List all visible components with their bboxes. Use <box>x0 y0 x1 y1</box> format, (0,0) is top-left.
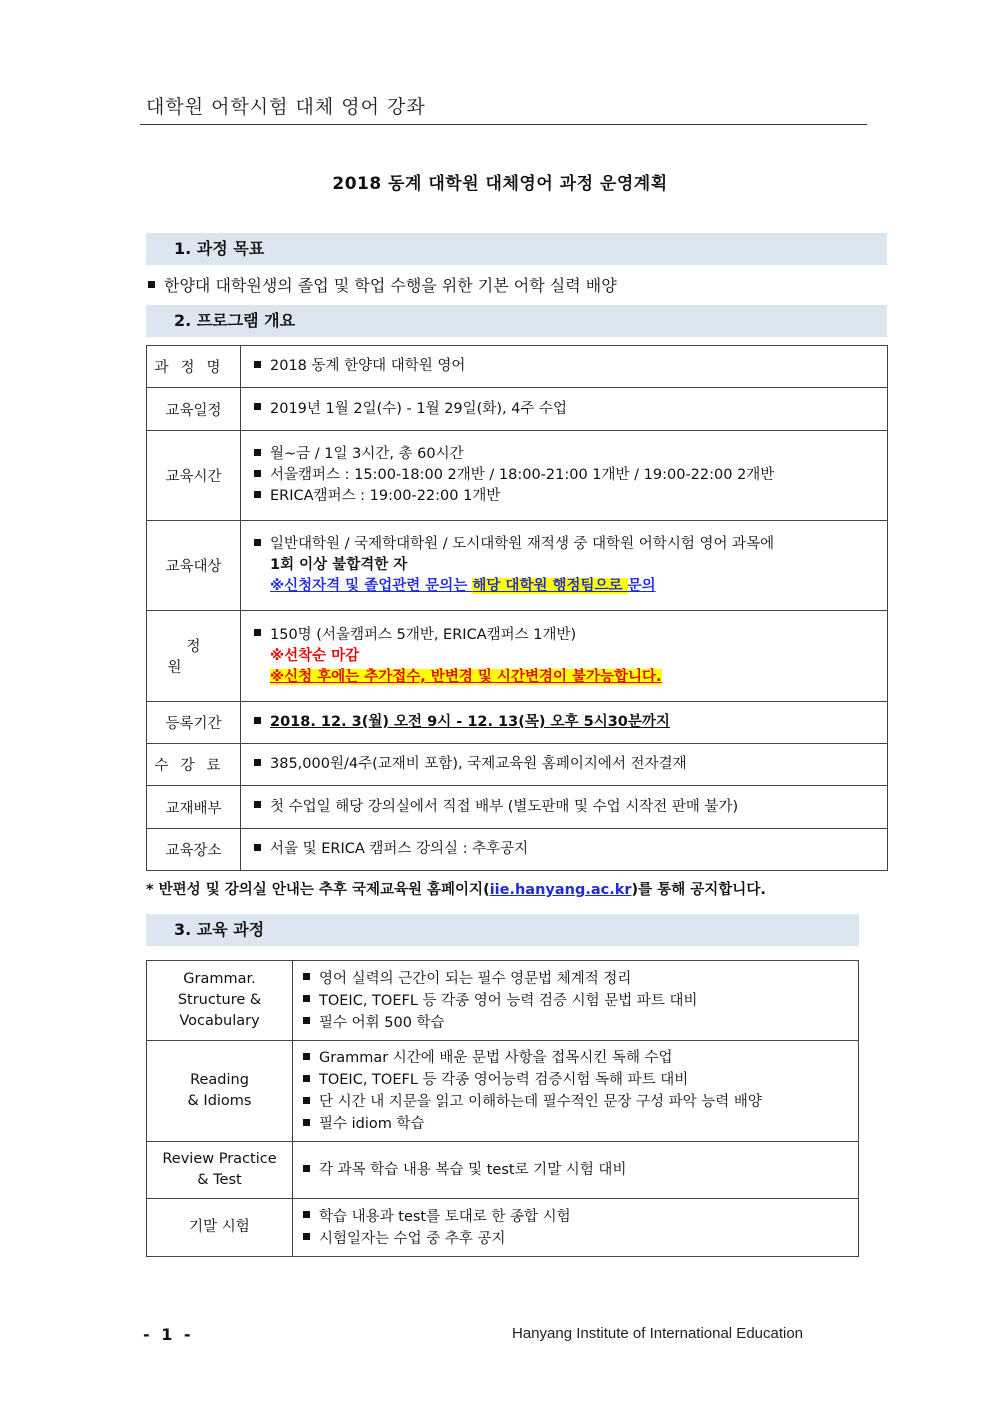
class-assignment-notice: * 반편성 및 강의실 안내는 추후 국제교육원 홈페이지(iie.hanyang.ac.kr)를 통해 공지합니다. <box>146 882 766 898</box>
bullet-icon <box>148 281 155 288</box>
website-link[interactable]: iie.hanyang.ac.kr <box>489 882 632 898</box>
section-heading-goal: 1. 과정 목표 <box>146 233 887 265</box>
bullet-icon <box>254 403 261 410</box>
table-row <box>147 786 888 829</box>
curriculum-table <box>146 960 859 1257</box>
table-row <box>147 702 888 744</box>
bullet-icon <box>303 1053 310 1060</box>
table-row <box>147 346 888 388</box>
no-change-note: ※신청 후에는 추가접수, 반변경 및 시간변경이 불가능합니다. <box>270 668 662 685</box>
list-item: 필수 어휘 500 학습 <box>303 1012 858 1034</box>
course-label-reading: Reading & Idioms <box>147 1041 293 1142</box>
course-items-review <box>293 1142 859 1199</box>
list-item: 학습 내용과 test를 토대로 한 종합 시험 <box>303 1206 858 1228</box>
row-value-fee: 385,000원/4주(교재비 포함), 국제교육원 홈페이지에서 전자결재 <box>241 744 888 786</box>
row-value-location: 서울 및 ERICA 캠퍼스 강의실 : 추후공지 <box>241 829 888 871</box>
section-heading-curriculum: 3. 교육 과정 <box>146 914 859 946</box>
table-row <box>147 961 859 1041</box>
course-label-grammar: Grammar. Structure & Vocabulary <box>147 961 293 1041</box>
bullet-icon <box>254 539 261 546</box>
table-row <box>147 388 888 431</box>
course-label-final-exam: 기말 시험 <box>147 1199 293 1257</box>
course-items-reading <box>293 1041 859 1142</box>
row-value-capacity: 150명 (서울캠퍼스 5개반, ERICA캠퍼스 1개반) ※선착순 마감 ※신청 후에는 추가접수, 반변경 및 시간변경이 불가능합니다. <box>241 611 888 702</box>
list-item: 필수 idiom 학습 <box>303 1113 858 1135</box>
bullet-icon <box>254 449 261 456</box>
footer-organization: Hanyang Institute of International Education <box>512 1325 804 1342</box>
row-value-schedule: 2019년 1월 2일(수) - 1월 29일(화), 4주 수업 <box>241 388 888 431</box>
header-divider <box>140 124 867 125</box>
table-row <box>147 1041 859 1142</box>
course-items-grammar <box>293 961 859 1041</box>
table-row <box>147 829 888 871</box>
row-value-course-name: 2018 동계 한양대 대학원 영어 <box>241 346 888 388</box>
table-row <box>147 521 888 611</box>
bullet-icon <box>254 717 261 724</box>
list-item: 월~금 / 1일 3시간, 총 60시간 <box>254 444 887 465</box>
target-emphasis: 1회 이상 불합격한 자 <box>270 557 408 573</box>
row-label-capacity: 정원 <box>147 611 241 702</box>
row-value-target: 일반대학원 / 국제학대학원 / 도시대학원 재적생 중 대학원 어학시험 영어 과목에 1회 이상 불합격한 자 ※신청자격 및 졸업관련 문의는 해당 대학원 행정팀으로 문의 <box>241 521 888 611</box>
bullet-icon <box>254 844 261 851</box>
table-row <box>147 744 888 786</box>
goal-text: 한양대 대학원생의 졸업 및 학업 수행을 위한 기본 어학 실력 배양 <box>148 273 617 296</box>
table-row <box>147 431 888 521</box>
section-heading-overview: 2. 프로그램 개요 <box>146 305 887 337</box>
list-item: TOEIC, TOEFL 등 각종 영어 능력 검증 시험 문법 파트 대비 <box>303 990 858 1012</box>
list-item: TOEIC, TOEFL 등 각종 영어능력 검증시험 독해 파트 대비 <box>303 1069 858 1091</box>
program-overview-table <box>146 345 888 871</box>
target-inquiry-note: ※신청자격 및 졸업관련 문의는 해당 대학원 행정팀으로 문의 <box>270 578 656 594</box>
bullet-icon <box>303 1075 310 1082</box>
row-label-location: 교육장소 <box>147 829 241 871</box>
row-label-hours: 교육시간 <box>147 431 241 521</box>
table-row <box>147 1142 859 1199</box>
bullet-icon <box>303 1017 310 1024</box>
bullet-icon <box>303 1165 310 1172</box>
row-label-course-name: 과정명 <box>147 346 241 388</box>
list-item: Grammar 시간에 배운 문법 사항을 접목시킨 독해 수업 <box>303 1047 858 1069</box>
bullet-icon <box>303 1119 310 1126</box>
row-value-registration: 2018. 12. 3(월) 오전 9시 - 12. 13(목) 오후 5시30분까지 <box>241 702 888 744</box>
course-label-review: Review Practice & Test <box>147 1142 293 1199</box>
bullet-icon <box>254 470 261 477</box>
bullet-icon <box>303 995 310 1002</box>
page-number: - 1 - <box>143 1325 194 1344</box>
bullet-icon <box>303 1233 310 1240</box>
bullet-icon <box>254 629 261 636</box>
list-item: 단 시간 내 지문을 읽고 이해하는데 필수적인 문장 구성 파악 능력 배양 <box>303 1091 858 1113</box>
row-label-target: 교육대상 <box>147 521 241 611</box>
document-title: 2018 동계 대학원 대체영어 과정 운영계획 <box>332 174 668 194</box>
row-label-registration: 등록기간 <box>147 702 241 744</box>
bullet-icon <box>303 1211 310 1218</box>
running-header: 대학원 어학시험 대체 영어 강좌 <box>146 96 426 118</box>
list-item: 서울캠퍼스 : 15:00-18:00 2개반 / 18:00-21:00 1개반 / 19:00-22:00 2개반 <box>254 465 887 486</box>
row-label-fee: 수강료 <box>147 744 241 786</box>
table-row <box>147 611 888 702</box>
bullet-icon <box>254 759 261 766</box>
row-value-textbook: 첫 수업일 해당 강의실에서 직접 배부 (별도판매 및 수업 시작전 판매 불가) <box>241 786 888 829</box>
course-items-final-exam <box>293 1199 859 1257</box>
bullet-icon <box>254 361 261 368</box>
bullet-icon <box>303 973 310 980</box>
row-label-textbook: 교재배부 <box>147 786 241 829</box>
bullet-icon <box>303 1097 310 1104</box>
first-come-note: ※선착순 마감 <box>270 647 360 664</box>
row-label-schedule: 교육일정 <box>147 388 241 431</box>
bullet-icon <box>254 801 261 808</box>
bullet-icon <box>254 491 261 498</box>
list-item: ERICA캠퍼스 : 19:00-22:00 1개반 <box>254 486 887 507</box>
table-row <box>147 1199 859 1257</box>
list-item: 시험일자는 수업 중 추후 공지 <box>303 1228 858 1250</box>
list-item: 각 과목 학습 내용 복습 및 test로 기말 시험 대비 <box>303 1159 858 1181</box>
list-item: 영어 실력의 근간이 되는 필수 영문법 체계적 정리 <box>303 968 858 990</box>
row-value-hours <box>241 431 888 521</box>
